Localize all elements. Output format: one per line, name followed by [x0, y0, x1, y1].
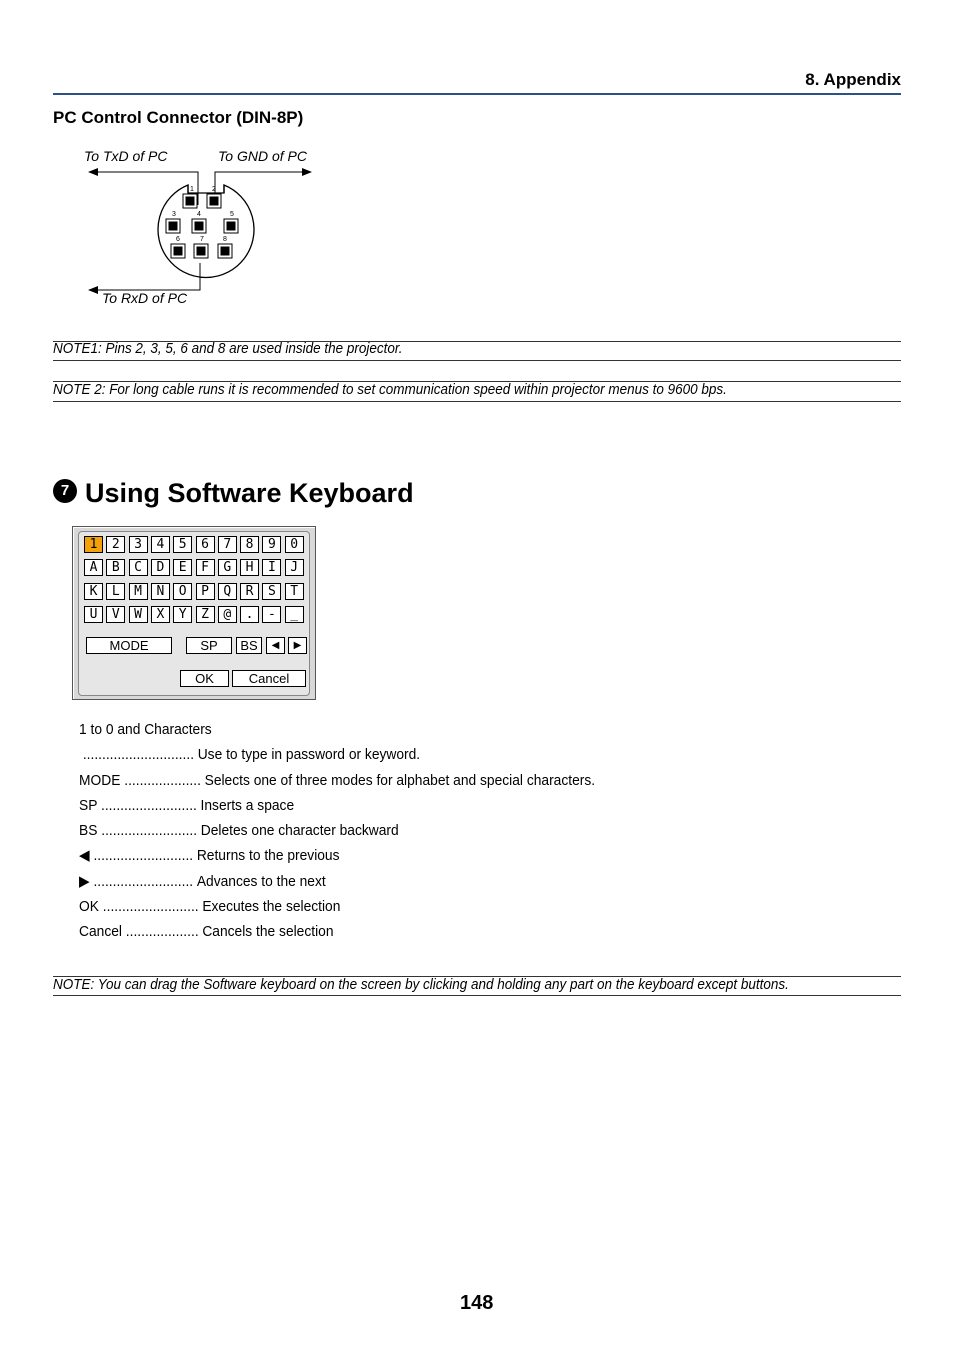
- definition-row: [79, 771, 595, 796]
- cancel-button[interactable]: Cancel: [232, 670, 306, 687]
- txd-line: [94, 172, 198, 205]
- char-key[interactable]: 7: [218, 536, 237, 553]
- gnd-line: [215, 172, 306, 205]
- definition-row: [79, 872, 595, 897]
- char-key[interactable]: .: [240, 606, 259, 623]
- sp-button[interactable]: SP: [186, 637, 232, 654]
- note2-text: NOTE 2: For long cable runs it is recommended to set communication speed within projector menus to 9600 bps.: [53, 382, 727, 398]
- definition-desc: Returns to the previous: [196, 847, 340, 865]
- definition-row: [79, 745, 595, 770]
- char-key[interactable]: 2: [106, 536, 125, 553]
- section-title-text: Using Software Keyboard: [85, 478, 414, 508]
- char-key[interactable]: 6: [196, 536, 215, 553]
- rxd-line: [94, 263, 200, 290]
- definition-dots: .........................: [97, 796, 197, 814]
- pin-label: 5: [230, 211, 234, 218]
- definition-row: [79, 897, 595, 922]
- section-number: 7: [53, 479, 77, 503]
- definition-dots: ..........................: [89, 847, 194, 865]
- char-key[interactable]: V: [106, 606, 125, 623]
- txd-arrowhead: [88, 168, 98, 176]
- definition-term: BS: [79, 822, 98, 840]
- definitions-intro: 1 to 0 and Characters: [79, 721, 212, 738]
- label-rxd: To RxD of PC: [102, 290, 188, 306]
- definition-dots: ...................: [121, 923, 199, 941]
- definition-dots: ....................: [120, 771, 201, 789]
- note1-text: NOTE1: Pins 2, 3, 5, 6 and 8 are used inside the projector.: [53, 341, 403, 357]
- mode-button[interactable]: MODE: [86, 637, 172, 654]
- definition-dots: ..........................: [89, 872, 194, 890]
- definition-dots: .........................: [98, 898, 199, 916]
- left-arrow-button[interactable]: ◀: [266, 637, 285, 654]
- char-key[interactable]: 1: [84, 536, 103, 553]
- note1-bottom-rule: [53, 360, 901, 361]
- definition-dots: .............................: [79, 746, 195, 764]
- char-key[interactable]: O: [173, 583, 192, 600]
- definition-desc: Inserts a space: [200, 796, 295, 814]
- right-arrow-button[interactable]: ▶: [288, 637, 307, 654]
- char-key[interactable]: T: [285, 583, 304, 600]
- definition-desc: Advances to the next: [196, 872, 326, 890]
- definition-term: Cancel: [79, 923, 122, 941]
- char-key[interactable]: L: [106, 583, 125, 600]
- char-key[interactable]: B: [106, 559, 125, 576]
- note3-bottom-rule: [53, 995, 901, 996]
- definition-term: OK: [79, 898, 99, 916]
- char-key[interactable]: K: [84, 583, 103, 600]
- char-key[interactable]: 9: [262, 536, 281, 553]
- char-key[interactable]: A: [84, 559, 103, 576]
- char-key[interactable]: @: [218, 606, 237, 623]
- connector-title: PC Control Connector (DIN-8P): [53, 108, 304, 127]
- pin-label: 2: [212, 186, 216, 193]
- definition-dots: .........................: [97, 822, 198, 840]
- char-key[interactable]: U: [84, 606, 103, 623]
- char-key[interactable]: E: [173, 559, 192, 576]
- definition-list: [79, 745, 595, 947]
- char-key[interactable]: M: [129, 583, 148, 600]
- definition-desc: Cancels the selection: [202, 923, 334, 941]
- char-key[interactable]: R: [240, 583, 259, 600]
- definition-desc: Use to type in password or keyword.: [197, 746, 421, 764]
- page-number: 148: [460, 1292, 494, 1314]
- ok-button[interactable]: OK: [180, 670, 229, 687]
- definition-term: SP: [79, 796, 98, 814]
- char-key[interactable]: N: [151, 583, 170, 600]
- definition-row: [79, 846, 595, 871]
- char-key[interactable]: _: [285, 606, 304, 623]
- char-key[interactable]: Q: [218, 583, 237, 600]
- definition-row: [79, 821, 595, 846]
- definition-row: [79, 796, 595, 821]
- header-divider: [53, 93, 901, 95]
- char-key[interactable]: 0: [285, 536, 304, 553]
- pin-label: 1: [190, 186, 194, 193]
- gnd-arrowhead: [302, 168, 312, 176]
- pin-label: 6: [176, 236, 180, 243]
- char-key[interactable]: Y: [173, 606, 192, 623]
- definition-term: MODE: [79, 771, 121, 789]
- char-key[interactable]: S: [262, 583, 281, 600]
- rxd-arrowhead: [88, 286, 98, 294]
- char-key[interactable]: 4: [151, 536, 170, 553]
- pin-label: 7: [200, 236, 204, 243]
- section-header: 8. Appendix: [805, 70, 901, 89]
- char-key[interactable]: 5: [173, 536, 192, 553]
- char-key[interactable]: F: [196, 559, 215, 576]
- software-keyboard[interactable]: [72, 526, 316, 700]
- definition-desc: Selects one of three modes for alphabet and special characters.: [204, 771, 596, 789]
- char-key[interactable]: C: [129, 559, 148, 576]
- definition-term: ▶: [79, 872, 90, 890]
- definition-desc: Deletes one character backward: [200, 822, 399, 840]
- definition-term: ◀: [79, 847, 90, 865]
- char-key[interactable]: 8: [240, 536, 259, 553]
- char-key[interactable]: G: [218, 559, 237, 576]
- char-key[interactable]: W: [129, 606, 148, 623]
- char-key[interactable]: 3: [129, 536, 148, 553]
- din-8p-diagram: [80, 145, 330, 315]
- char-key[interactable]: X: [151, 606, 170, 623]
- note2-bottom-rule: [53, 401, 901, 402]
- key-definitions: [79, 720, 595, 948]
- char-key[interactable]: P: [196, 583, 215, 600]
- char-key[interactable]: H: [240, 559, 259, 576]
- definition-row: [79, 922, 595, 947]
- pin-label: 3: [172, 211, 176, 218]
- char-key[interactable]: -: [262, 606, 281, 623]
- char-key[interactable]: J: [285, 559, 304, 576]
- char-key[interactable]: D: [151, 559, 170, 576]
- bs-button[interactable]: BS: [236, 637, 262, 654]
- char-key[interactable]: I: [262, 559, 281, 576]
- keyboard-panel: [78, 531, 310, 696]
- pin-label: 8: [223, 236, 227, 243]
- section-title: [53, 478, 414, 509]
- label-txd: To TxD of PC: [84, 148, 168, 164]
- char-key[interactable]: Z: [196, 606, 215, 623]
- pin-label: 4: [197, 211, 201, 218]
- definition-desc: Executes the selection: [202, 898, 341, 916]
- label-gnd: To GND of PC: [218, 148, 307, 164]
- note3-text: NOTE: You can drag the Software keyboard on the screen by clicking and holding any part on the keyboard except buttons.: [53, 977, 789, 993]
